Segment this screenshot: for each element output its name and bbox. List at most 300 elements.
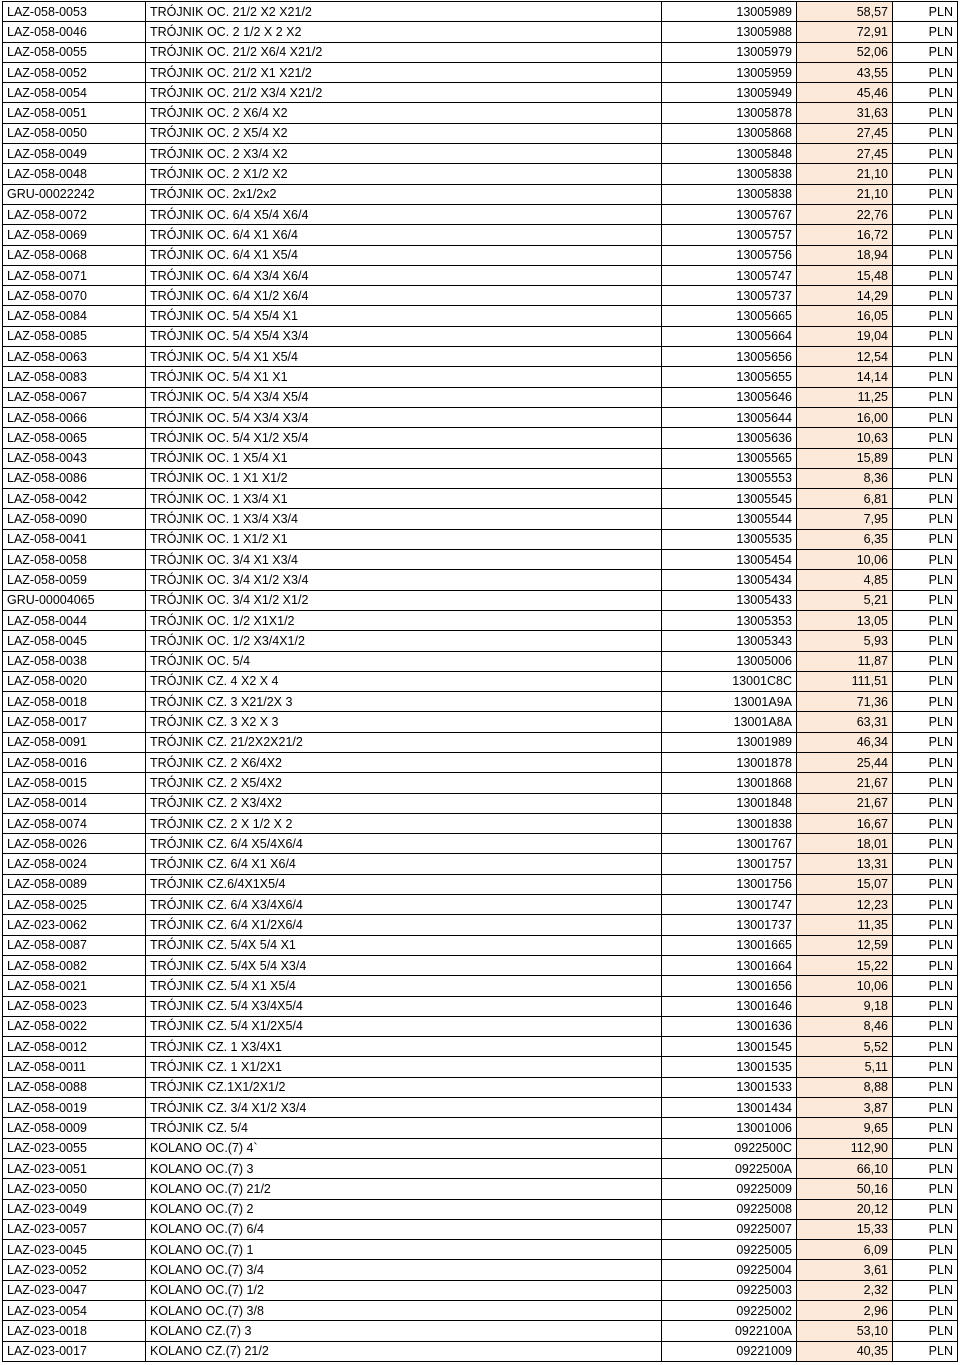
product-name-cell: TRÓJNIK CZ. 4 X2 X 4 xyxy=(146,671,662,691)
product-name-cell: TRÓJNIK OC. 5/4 xyxy=(146,651,662,671)
table-row xyxy=(3,834,958,854)
price-cell: 50,16 xyxy=(797,1179,893,1199)
product-number-cell: 13005545 xyxy=(662,489,797,509)
product-code-cell: LAZ-023-0047 xyxy=(3,1280,146,1300)
product-code-cell: LAZ-058-0015 xyxy=(3,773,146,793)
currency-cell: PLN xyxy=(893,752,958,772)
product-code-cell: LAZ-058-0059 xyxy=(3,570,146,590)
product-number-cell: 13001006 xyxy=(662,1118,797,1138)
currency-cell: PLN xyxy=(893,448,958,468)
currency-cell: PLN xyxy=(893,2,958,22)
price-cell: 27,45 xyxy=(797,144,893,164)
table-row xyxy=(3,1240,958,1260)
currency-cell: PLN xyxy=(893,509,958,529)
product-name-cell: TRÓJNIK OC. 1 X1 X1/2 xyxy=(146,468,662,488)
product-name-cell: TRÓJNIK CZ. 1 X1/2X1 xyxy=(146,1057,662,1077)
product-name-cell: TRÓJNIK OC. 2 1/2 X 2 X2 xyxy=(146,22,662,42)
currency-cell: PLN xyxy=(893,1057,958,1077)
product-name-cell: TRÓJNIK OC. 5/4 X3/4 X5/4 xyxy=(146,387,662,407)
currency-cell: PLN xyxy=(893,428,958,448)
product-number-cell: 13001868 xyxy=(662,773,797,793)
product-number-cell: 13001664 xyxy=(662,955,797,975)
table-row xyxy=(3,144,958,164)
product-code-cell: LAZ-058-0051 xyxy=(3,103,146,123)
table-row xyxy=(3,895,958,915)
product-name-cell: TRÓJNIK CZ. 2 X5/4X2 xyxy=(146,773,662,793)
product-code-cell: LAZ-058-0012 xyxy=(3,1037,146,1057)
price-cell: 21,67 xyxy=(797,793,893,813)
product-number-cell: 13005644 xyxy=(662,407,797,427)
currency-cell: PLN xyxy=(893,306,958,326)
table-row xyxy=(3,1158,958,1178)
currency-cell: PLN xyxy=(893,1158,958,1178)
product-name-cell: TRÓJNIK OC. 3/4 X1/2 X3/4 xyxy=(146,570,662,590)
currency-cell: PLN xyxy=(893,1179,958,1199)
table-row xyxy=(3,935,958,955)
product-name-cell: TRÓJNIK OC. 5/4 X1 X5/4 xyxy=(146,347,662,367)
table-row xyxy=(3,83,958,103)
table-row xyxy=(3,225,958,245)
price-cell: 10,63 xyxy=(797,428,893,448)
product-number-cell: 13005655 xyxy=(662,367,797,387)
product-number-cell: 0922100A xyxy=(662,1321,797,1341)
currency-cell: PLN xyxy=(893,915,958,935)
currency-cell: PLN xyxy=(893,1199,958,1219)
table-row xyxy=(3,1280,958,1300)
product-name-cell: TRÓJNIK CZ. 3 X21/2X 3 xyxy=(146,692,662,712)
price-cell: 9,65 xyxy=(797,1118,893,1138)
product-number-cell: 13001434 xyxy=(662,1098,797,1118)
price-cell: 6,81 xyxy=(797,489,893,509)
price-cell: 25,44 xyxy=(797,752,893,772)
product-name-cell: KOLANO OC.(7) 3/4 xyxy=(146,1260,662,1280)
price-cell: 18,94 xyxy=(797,245,893,265)
product-name-cell: TRÓJNIK CZ. 5/4X 5/4 X3/4 xyxy=(146,955,662,975)
currency-cell: PLN xyxy=(893,245,958,265)
product-name-cell: TRÓJNIK OC. 2 X3/4 X2 xyxy=(146,144,662,164)
product-name-cell: TRÓJNIK CZ. 6/4 X1/2X6/4 xyxy=(146,915,662,935)
product-number-cell: 13001767 xyxy=(662,834,797,854)
table-row xyxy=(3,184,958,204)
product-code-cell: LAZ-058-0041 xyxy=(3,529,146,549)
table-row xyxy=(3,854,958,874)
price-cell: 8,36 xyxy=(797,468,893,488)
price-cell: 21,10 xyxy=(797,184,893,204)
product-code-cell: LAZ-058-0065 xyxy=(3,428,146,448)
table-row xyxy=(3,286,958,306)
price-cell: 11,25 xyxy=(797,387,893,407)
table-row xyxy=(3,1098,958,1118)
product-number-cell: 13005535 xyxy=(662,529,797,549)
table-row xyxy=(3,915,958,935)
product-code-cell: LAZ-058-0054 xyxy=(3,83,146,103)
price-cell: 112,90 xyxy=(797,1138,893,1158)
product-code-cell: GRU-00004065 xyxy=(3,590,146,610)
currency-cell: PLN xyxy=(893,955,958,975)
product-name-cell: TRÓJNIK OC. 1/2 X3/4X1/2 xyxy=(146,631,662,651)
product-name-cell: TRÓJNIK CZ. 6/4 X5/4X6/4 xyxy=(146,834,662,854)
product-code-cell: GRU-00022242 xyxy=(3,184,146,204)
product-number-cell: 13001747 xyxy=(662,895,797,915)
product-name-cell: TRÓJNIK OC. 5/4 X1 X1 xyxy=(146,367,662,387)
table-row xyxy=(3,245,958,265)
product-code-cell: LAZ-023-0054 xyxy=(3,1301,146,1321)
table-row xyxy=(3,509,958,529)
product-name-cell: KOLANO OC.(7) 4` xyxy=(146,1138,662,1158)
price-cell: 3,61 xyxy=(797,1260,893,1280)
product-code-cell: LAZ-058-0063 xyxy=(3,347,146,367)
price-cell: 46,34 xyxy=(797,732,893,752)
product-code-cell: LAZ-058-0048 xyxy=(3,164,146,184)
currency-cell: PLN xyxy=(893,1118,958,1138)
price-cell: 16,00 xyxy=(797,407,893,427)
table-row xyxy=(3,550,958,570)
product-name-cell: KOLANO OC.(7) 6/4 xyxy=(146,1219,662,1239)
product-code-cell: LAZ-058-0082 xyxy=(3,955,146,975)
currency-cell: PLN xyxy=(893,326,958,346)
product-name-cell: TRÓJNIK CZ. 3/4 X1/2 X3/4 xyxy=(146,1098,662,1118)
product-code-cell: LAZ-058-0055 xyxy=(3,42,146,62)
product-code-cell: LAZ-023-0052 xyxy=(3,1260,146,1280)
table-row xyxy=(3,610,958,630)
table-row xyxy=(3,103,958,123)
table-row xyxy=(3,813,958,833)
price-cell: 7,95 xyxy=(797,509,893,529)
price-cell: 72,91 xyxy=(797,22,893,42)
product-name-cell: KOLANO OC.(7) 3 xyxy=(146,1158,662,1178)
product-number-cell: 13005434 xyxy=(662,570,797,590)
product-code-cell: LAZ-058-0043 xyxy=(3,448,146,468)
product-number-cell: 13005989 xyxy=(662,2,797,22)
product-name-cell: KOLANO OC.(7) 21/2 xyxy=(146,1179,662,1199)
currency-cell: PLN xyxy=(893,1219,958,1239)
table-row xyxy=(3,1179,958,1199)
currency-cell: PLN xyxy=(893,813,958,833)
price-cell: 111,51 xyxy=(797,671,893,691)
table-row xyxy=(3,347,958,367)
product-code-cell: LAZ-058-0068 xyxy=(3,245,146,265)
product-number-cell: 09225004 xyxy=(662,1260,797,1280)
table-row xyxy=(3,631,958,651)
currency-cell: PLN xyxy=(893,590,958,610)
table-row xyxy=(3,489,958,509)
price-cell: 4,85 xyxy=(797,570,893,590)
price-cell: 15,07 xyxy=(797,874,893,894)
table-row xyxy=(3,1341,958,1361)
product-number-cell: 13001656 xyxy=(662,976,797,996)
currency-cell: PLN xyxy=(893,265,958,285)
product-number-cell: 13005636 xyxy=(662,428,797,448)
product-name-cell: TRÓJNIK CZ. 6/4 X3/4X6/4 xyxy=(146,895,662,915)
currency-cell: PLN xyxy=(893,387,958,407)
product-number-cell: 13005646 xyxy=(662,387,797,407)
table-row xyxy=(3,62,958,82)
table-row xyxy=(3,1219,958,1239)
product-name-cell: TRÓJNIK CZ. 2 X 1/2 X 2 xyxy=(146,813,662,833)
product-code-cell: LAZ-058-0091 xyxy=(3,732,146,752)
product-number-cell: 13001838 xyxy=(662,813,797,833)
product-name-cell: TRÓJNIK OC. 5/4 X3/4 X3/4 xyxy=(146,407,662,427)
product-code-cell: LAZ-058-0042 xyxy=(3,489,146,509)
price-cell: 31,63 xyxy=(797,103,893,123)
product-number-cell: 13005544 xyxy=(662,509,797,529)
currency-cell: PLN xyxy=(893,1280,958,1300)
product-number-cell: 0922500C xyxy=(662,1138,797,1158)
product-name-cell: KOLANO OC.(7) 3/8 xyxy=(146,1301,662,1321)
price-table-body xyxy=(3,2,958,1362)
price-cell: 16,72 xyxy=(797,225,893,245)
product-code-cell: LAZ-058-0084 xyxy=(3,306,146,326)
product-number-cell: 13001756 xyxy=(662,874,797,894)
price-cell: 5,21 xyxy=(797,590,893,610)
price-cell: 6,35 xyxy=(797,529,893,549)
price-cell: 21,10 xyxy=(797,164,893,184)
price-cell: 5,52 xyxy=(797,1037,893,1057)
product-code-cell: LAZ-058-0014 xyxy=(3,793,146,813)
product-code-cell: LAZ-023-0045 xyxy=(3,1240,146,1260)
table-row xyxy=(3,1199,958,1219)
product-name-cell: TRÓJNIK CZ. 6/4 X1 X6/4 xyxy=(146,854,662,874)
product-code-cell: LAZ-058-0046 xyxy=(3,22,146,42)
product-name-cell: TRÓJNIK OC. 21/2 X2 X21/2 xyxy=(146,2,662,22)
product-name-cell: TRÓJNIK CZ. 2 X3/4X2 xyxy=(146,793,662,813)
product-number-cell: 13005737 xyxy=(662,286,797,306)
price-cell: 8,88 xyxy=(797,1077,893,1097)
product-code-cell: LAZ-058-0090 xyxy=(3,509,146,529)
table-row xyxy=(3,407,958,427)
product-name-cell: TRÓJNIK CZ. 5/4 X3/4X5/4 xyxy=(146,996,662,1016)
table-row xyxy=(3,123,958,143)
currency-cell: PLN xyxy=(893,854,958,874)
product-name-cell: TRÓJNIK OC. 6/4 X5/4 X6/4 xyxy=(146,204,662,224)
product-code-cell: LAZ-058-0069 xyxy=(3,225,146,245)
product-code-cell: LAZ-058-0044 xyxy=(3,610,146,630)
table-row xyxy=(3,42,958,62)
currency-cell: PLN xyxy=(893,103,958,123)
product-name-cell: TRÓJNIK CZ.6/4X1X5/4 xyxy=(146,874,662,894)
product-number-cell: 13005006 xyxy=(662,651,797,671)
product-code-cell: LAZ-058-0017 xyxy=(3,712,146,732)
table-row xyxy=(3,1321,958,1341)
currency-cell: PLN xyxy=(893,62,958,82)
product-name-cell: TRÓJNIK OC. 21/2 X1 X21/2 xyxy=(146,62,662,82)
product-name-cell: TRÓJNIK OC. 2x1/2x2 xyxy=(146,184,662,204)
price-cell: 27,45 xyxy=(797,123,893,143)
table-row xyxy=(3,1138,958,1158)
product-code-cell: LAZ-058-0067 xyxy=(3,387,146,407)
product-code-cell: LAZ-058-0016 xyxy=(3,752,146,772)
price-cell: 2,32 xyxy=(797,1280,893,1300)
product-number-cell: 13005959 xyxy=(662,62,797,82)
price-cell: 8,46 xyxy=(797,1016,893,1036)
table-row xyxy=(3,712,958,732)
product-code-cell: LAZ-058-0088 xyxy=(3,1077,146,1097)
table-row xyxy=(3,1301,958,1321)
product-name-cell: TRÓJNIK OC. 3/4 X1 X3/4 xyxy=(146,550,662,570)
product-code-cell: LAZ-058-0020 xyxy=(3,671,146,691)
currency-cell: PLN xyxy=(893,123,958,143)
product-number-cell: 13001878 xyxy=(662,752,797,772)
product-number-cell: 13005979 xyxy=(662,42,797,62)
product-number-cell: 13001665 xyxy=(662,935,797,955)
product-code-cell: LAZ-058-0024 xyxy=(3,854,146,874)
currency-cell: PLN xyxy=(893,610,958,630)
product-name-cell: TRÓJNIK OC. 2 X1/2 X2 xyxy=(146,164,662,184)
product-code-cell: LAZ-023-0018 xyxy=(3,1321,146,1341)
product-name-cell: KOLANO OC.(7) 1 xyxy=(146,1240,662,1260)
product-name-cell: TRÓJNIK CZ.1X1/2X1/2 xyxy=(146,1077,662,1097)
table-row xyxy=(3,1260,958,1280)
product-code-cell: LAZ-023-0062 xyxy=(3,915,146,935)
price-cell: 13,05 xyxy=(797,610,893,630)
product-code-cell: LAZ-058-0074 xyxy=(3,813,146,833)
product-number-cell: 0922500A xyxy=(662,1158,797,1178)
product-name-cell: TRÓJNIK OC. 3/4 X1/2 X1/2 xyxy=(146,590,662,610)
product-code-cell: LAZ-058-0038 xyxy=(3,651,146,671)
currency-cell: PLN xyxy=(893,1077,958,1097)
currency-cell: PLN xyxy=(893,204,958,224)
price-cell: 19,04 xyxy=(797,326,893,346)
table-row xyxy=(3,752,958,772)
table-row xyxy=(3,529,958,549)
product-name-cell: TRÓJNIK OC. 5/4 X1/2 X5/4 xyxy=(146,428,662,448)
table-row xyxy=(3,367,958,387)
price-cell: 66,10 xyxy=(797,1158,893,1178)
price-cell: 15,33 xyxy=(797,1219,893,1239)
price-cell: 21,67 xyxy=(797,773,893,793)
currency-cell: PLN xyxy=(893,712,958,732)
price-cell: 5,11 xyxy=(797,1057,893,1077)
product-name-cell: TRÓJNIK CZ. 5/4 X1/2X5/4 xyxy=(146,1016,662,1036)
table-row xyxy=(3,651,958,671)
product-code-cell: LAZ-023-0017 xyxy=(3,1341,146,1361)
product-code-cell: LAZ-023-0055 xyxy=(3,1138,146,1158)
price-cell: 13,31 xyxy=(797,854,893,874)
currency-cell: PLN xyxy=(893,225,958,245)
table-row xyxy=(3,955,958,975)
table-row xyxy=(3,164,958,184)
product-name-cell: TRÓJNIK CZ. 3 X2 X 3 xyxy=(146,712,662,732)
currency-cell: PLN xyxy=(893,1321,958,1341)
price-cell: 15,48 xyxy=(797,265,893,285)
product-code-cell: LAZ-058-0083 xyxy=(3,367,146,387)
table-row xyxy=(3,448,958,468)
product-number-cell: 13001545 xyxy=(662,1037,797,1057)
product-code-cell: LAZ-058-0066 xyxy=(3,407,146,427)
product-number-cell: 13001535 xyxy=(662,1057,797,1077)
product-number-cell: 13005664 xyxy=(662,326,797,346)
product-code-cell: LAZ-058-0050 xyxy=(3,123,146,143)
product-number-cell: 13005848 xyxy=(662,144,797,164)
price-cell: 45,46 xyxy=(797,83,893,103)
currency-cell: PLN xyxy=(893,1016,958,1036)
currency-cell: PLN xyxy=(893,1240,958,1260)
product-number-cell: 13005767 xyxy=(662,204,797,224)
product-code-cell: LAZ-058-0009 xyxy=(3,1118,146,1138)
currency-cell: PLN xyxy=(893,529,958,549)
currency-cell: PLN xyxy=(893,1301,958,1321)
table-row xyxy=(3,1118,958,1138)
currency-cell: PLN xyxy=(893,874,958,894)
product-name-cell: TRÓJNIK CZ. 5/4 xyxy=(146,1118,662,1138)
currency-cell: PLN xyxy=(893,793,958,813)
price-cell: 63,31 xyxy=(797,712,893,732)
price-cell: 43,55 xyxy=(797,62,893,82)
currency-cell: PLN xyxy=(893,347,958,367)
product-name-cell: TRÓJNIK OC. 6/4 X1 X5/4 xyxy=(146,245,662,265)
price-cell: 22,76 xyxy=(797,204,893,224)
table-row xyxy=(3,874,958,894)
product-name-cell: TRÓJNIK OC. 5/4 X5/4 X1 xyxy=(146,306,662,326)
product-code-cell: LAZ-058-0011 xyxy=(3,1057,146,1077)
product-code-cell: LAZ-058-0045 xyxy=(3,631,146,651)
product-code-cell: LAZ-058-0019 xyxy=(3,1098,146,1118)
product-name-cell: TRÓJNIK OC. 1/2 X1X1/2 xyxy=(146,610,662,630)
product-number-cell: 13005454 xyxy=(662,550,797,570)
product-number-cell: 09225009 xyxy=(662,1179,797,1199)
product-name-cell: TRÓJNIK CZ. 2 X6/4X2 xyxy=(146,752,662,772)
currency-cell: PLN xyxy=(893,935,958,955)
product-code-cell: LAZ-023-0051 xyxy=(3,1158,146,1178)
currency-cell: PLN xyxy=(893,834,958,854)
product-number-cell: 09225007 xyxy=(662,1219,797,1239)
product-number-cell: 13001533 xyxy=(662,1077,797,1097)
product-number-cell: 13001C8C xyxy=(662,671,797,691)
price-cell: 11,35 xyxy=(797,915,893,935)
table-row xyxy=(3,387,958,407)
product-code-cell: LAZ-058-0022 xyxy=(3,1016,146,1036)
product-number-cell: 13005838 xyxy=(662,164,797,184)
product-code-cell: LAZ-058-0023 xyxy=(3,996,146,1016)
product-number-cell: 09225005 xyxy=(662,1240,797,1260)
product-code-cell: LAZ-058-0021 xyxy=(3,976,146,996)
price-cell: 6,09 xyxy=(797,1240,893,1260)
product-number-cell: 09225003 xyxy=(662,1280,797,1300)
table-row xyxy=(3,976,958,996)
price-cell: 16,67 xyxy=(797,813,893,833)
product-name-cell: TRÓJNIK OC. 1 X5/4 X1 xyxy=(146,448,662,468)
currency-cell: PLN xyxy=(893,1098,958,1118)
price-cell: 18,01 xyxy=(797,834,893,854)
price-cell: 5,93 xyxy=(797,631,893,651)
currency-cell: PLN xyxy=(893,550,958,570)
product-number-cell: 13005747 xyxy=(662,265,797,285)
table-row xyxy=(3,773,958,793)
product-name-cell: TRÓJNIK OC. 1 X3/4 X3/4 xyxy=(146,509,662,529)
product-code-cell: LAZ-058-0025 xyxy=(3,895,146,915)
currency-cell: PLN xyxy=(893,42,958,62)
table-row xyxy=(3,732,958,752)
product-name-cell: TRÓJNIK OC. 6/4 X3/4 X6/4 xyxy=(146,265,662,285)
table-row xyxy=(3,1037,958,1057)
currency-cell: PLN xyxy=(893,1341,958,1361)
product-number-cell: 13005343 xyxy=(662,631,797,651)
product-name-cell: KOLANO OC.(7) 2 xyxy=(146,1199,662,1219)
product-number-cell: 13005756 xyxy=(662,245,797,265)
price-cell: 10,06 xyxy=(797,976,893,996)
currency-cell: PLN xyxy=(893,489,958,509)
product-code-cell: LAZ-058-0089 xyxy=(3,874,146,894)
table-row xyxy=(3,204,958,224)
currency-cell: PLN xyxy=(893,367,958,387)
product-code-cell: LAZ-058-0058 xyxy=(3,550,146,570)
product-number-cell: 13001A8A xyxy=(662,712,797,732)
product-code-cell: LAZ-058-0085 xyxy=(3,326,146,346)
price-cell: 15,89 xyxy=(797,448,893,468)
product-number-cell: 13001989 xyxy=(662,732,797,752)
price-cell: 12,54 xyxy=(797,347,893,367)
price-cell: 52,06 xyxy=(797,42,893,62)
